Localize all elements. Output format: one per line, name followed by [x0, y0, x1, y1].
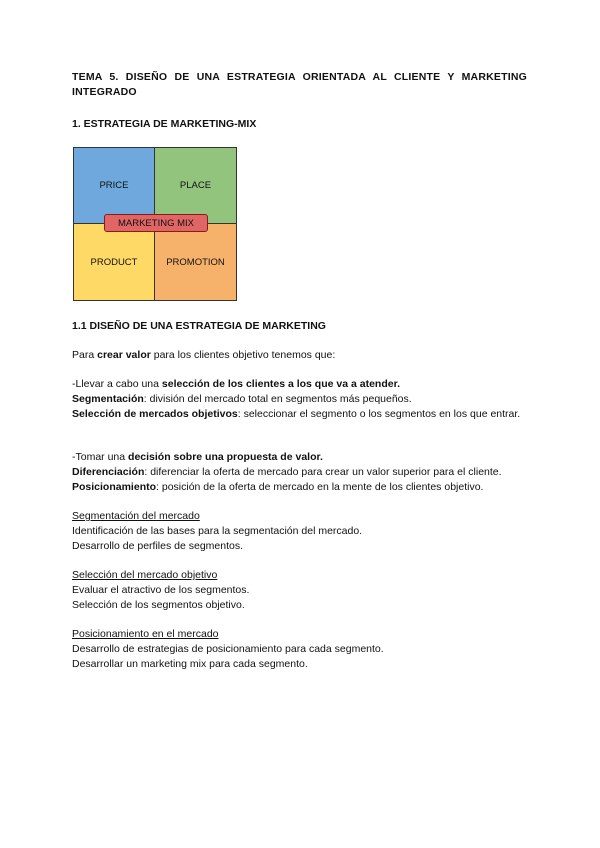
block-line: Desarrollar un marketing mix para cada segmento.	[72, 658, 308, 670]
segmentacion-label: Segmentación	[72, 393, 144, 405]
block-posicionamiento	[72, 627, 527, 672]
section-heading-strategy-design: 1.1 DISEÑO DE UNA ESTRATEGIA DE MARKETING	[72, 320, 326, 332]
step1-lead: -Llevar a cabo una	[72, 378, 162, 390]
page-title: TEMA 5. DISEÑO DE UNA ESTRATEGIA ORIENTADA AL CLIENTE Y MARKETING INTEGRADO	[72, 71, 527, 98]
segmentacion-text: : división del mercado total en segmentos más pequeños.	[143, 393, 412, 405]
block-heading: Segmentación del mercado	[72, 510, 200, 522]
diferenciacion-label: Diferenciación	[72, 466, 145, 478]
seleccion-text: : seleccionar el segmento o los segmentos en los que entrar.	[237, 408, 521, 420]
block-line: Identificación de las bases para la segmentación del mercado.	[72, 525, 363, 537]
posicionamiento-text: : posición de la oferta de mercado en la mente de los clientes objetivo.	[156, 481, 484, 493]
mix-promotion: PROMOTION	[155, 224, 236, 300]
posicionamiento-label: Posicionamiento	[72, 481, 157, 493]
block-heading: Selección del mercado objetivo	[72, 569, 218, 581]
step1-lead-bold: selección de los clientes a los que va a atender.	[161, 378, 401, 390]
step2-paragraph	[72, 450, 527, 495]
intro-text-bold: crear valor	[97, 349, 151, 361]
block-line: Selección de los segmentos objetivo.	[72, 599, 245, 611]
block-line: Evaluar el atractivo de los segmentos.	[72, 584, 250, 596]
mix-center-label: MARKETING MIX	[104, 214, 208, 232]
step2-lead: -Tomar una	[72, 451, 129, 463]
step2-lead-bold: decisión sobre una propuesta de valor.	[128, 451, 323, 463]
block-line: Desarrollo de perfiles de segmentos.	[72, 540, 244, 552]
marketing-mix-diagram	[73, 147, 237, 301]
mix-product: PRODUCT	[74, 224, 155, 300]
block-line: Desarrollo de estrategias de posicionamiento para cada segmento.	[72, 643, 384, 655]
seleccion-label: Selección de mercados objetivos	[72, 408, 238, 420]
mix-place: PLACE	[155, 148, 236, 224]
block-heading: Posicionamiento en el mercado	[72, 628, 219, 640]
step1-paragraph	[72, 377, 527, 422]
section-heading-marketing-mix: 1. ESTRATEGIA DE MARKETING-MIX	[72, 118, 257, 130]
intro-paragraph	[72, 348, 527, 363]
intro-text-c: para los clientes objetivo tenemos que:	[150, 349, 336, 361]
mix-price: PRICE	[74, 148, 155, 224]
block-seleccion	[72, 568, 527, 613]
block-segmentacion	[72, 509, 527, 554]
intro-text-a: Para	[72, 349, 98, 361]
diferenciacion-text: : diferenciar la oferta de mercado para crear un valor superior para el cliente.	[144, 466, 502, 478]
